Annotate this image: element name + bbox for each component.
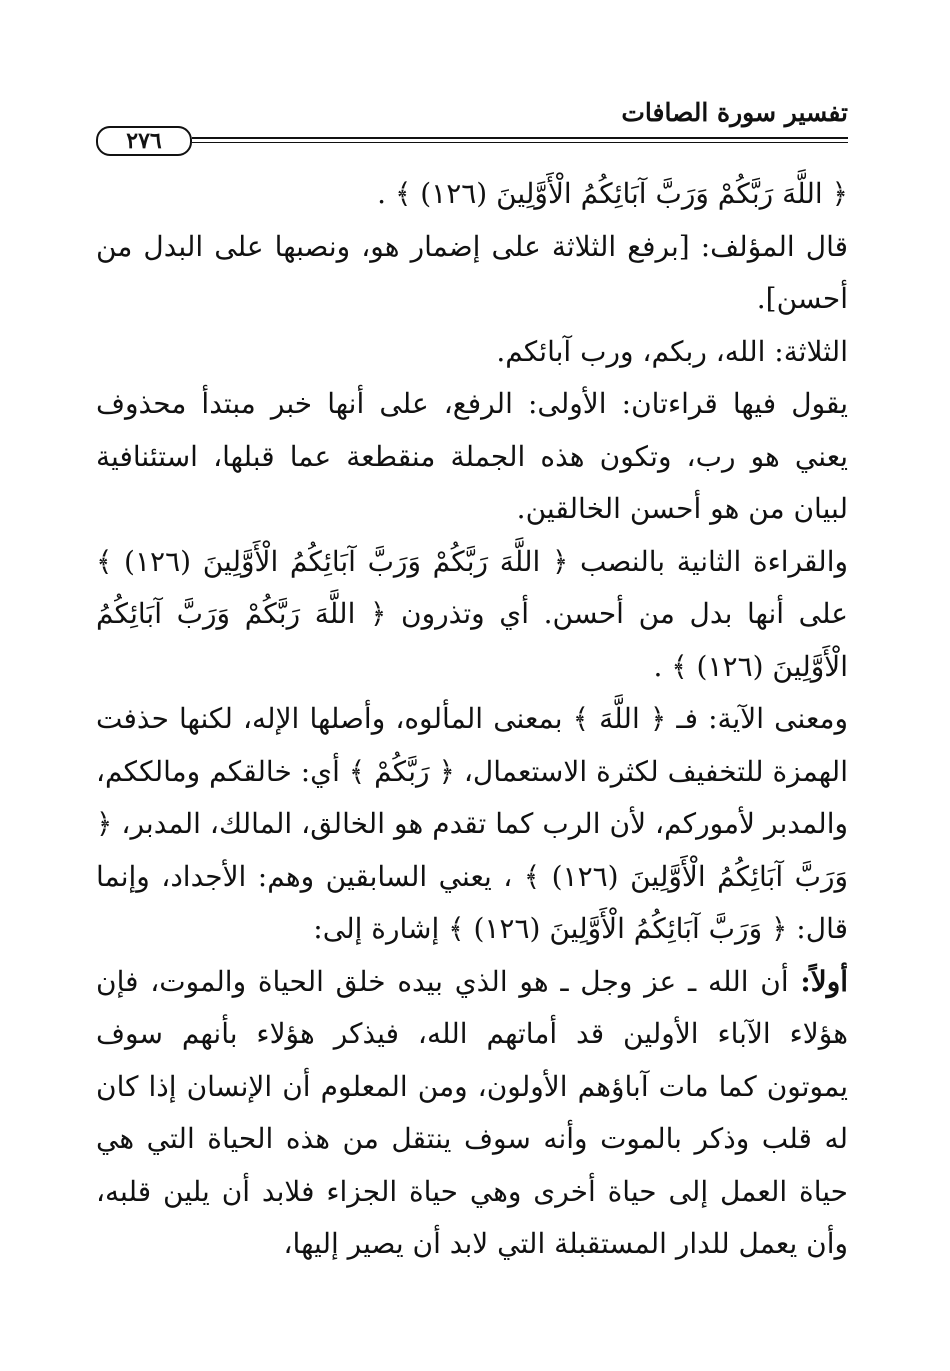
paragraph-three-names: الثلاثة: الله، ربكم، ورب آبائكم. [496,334,848,368]
first-point-text: أن الله ـ عز وجل ـ هو الذي بيده خلق الحياة والموت، فإن هؤلاء الآباء الأولين قد أماتهم الله، فيذكر هؤلاء بأنهم سوف يموتون كما مات آباؤهم الأولون، ومن المعلوم أن الإنسان إذا كان له قلب وذكر بالموت وأنه سوف ينتقل من هذه الحياة التي هي حياة العمل إلى حياة أخرى وهي حياة الجزاء فلابد أن يلين قلبه، وأن يعمل للدار المستقبلة التي لابد أن يصير إليها، [96,964,849,1260]
page-body [96,168,848,1271]
paragraph-author-note: قال المؤلف: [برفع الثلاثة على إضمار هو، ونصبها على البدل من أحسن]. [96,229,848,315]
first-point-label: أولاً: [800,964,848,998]
header-rule [192,137,848,139]
book-page [96,0,848,1371]
paragraph-first-point [96,956,848,1271]
paragraph-verse: ﴿ اللَّهَ رَبَّكُمْ وَرَبَّ آبَائِكُمُ الْأَوَّلِينَ (١٢٦) ﴾ . [377,177,848,210]
paragraph-verse-meaning: ومعنى الآية: فـ ﴿ اللَّهَ ﴾ بمعنى المألوه، وأصلها الإله، لكنها حذفت الهمزة للتخفيف لكثرة الاستعمال، ﴿ رَبَّكُمْ ﴾ أي: خالقكم ومالككم، والمدبر لأموركم، لأن الرب كما تقدم هو الخالق، المالك، المدبر، ﴿ وَرَبَّ آبَائِكُمُ الْأَوَّلِينَ (١٢٦) ﴾ ، يعني السابقين وهم: الأجداد، وإنما قال: ﴿ وَرَبَّ آبَائِكُمُ الْأَوَّلِينَ (١٢٦) ﴾ إشارة إلى: [96,702,848,945]
header-rule-row [96,126,848,166]
header-rule-thin [192,142,848,143]
running-header-title: تفسير سورة الصافات [621,98,848,127]
page-number-badge: ٢٧٦ [96,126,192,156]
paragraph-first-reading: يقول فيها قراءتان: الأولى: الرفع، على أنها خبر مبتدأ محذوف يعني هو رب، وتكون هذه الجملة منقطعة عما قبلها، استئنافية لبيان من هو أحسن الخالقين. [96,387,848,525]
paragraph-second-reading: والقراءة الثانية بالنصب ﴿ اللَّهَ رَبَّكُمْ وَرَبَّ آبَائِكُمُ الْأَوَّلِينَ (١٢٦) ﴾ على أنها بدل من أحسن. أي وتذرون ﴿ اللَّهَ رَبَّكُمْ وَرَبَّ آبَائِكُمُ الْأَوَّلِينَ (١٢٦) ﴾ . [96,544,849,683]
